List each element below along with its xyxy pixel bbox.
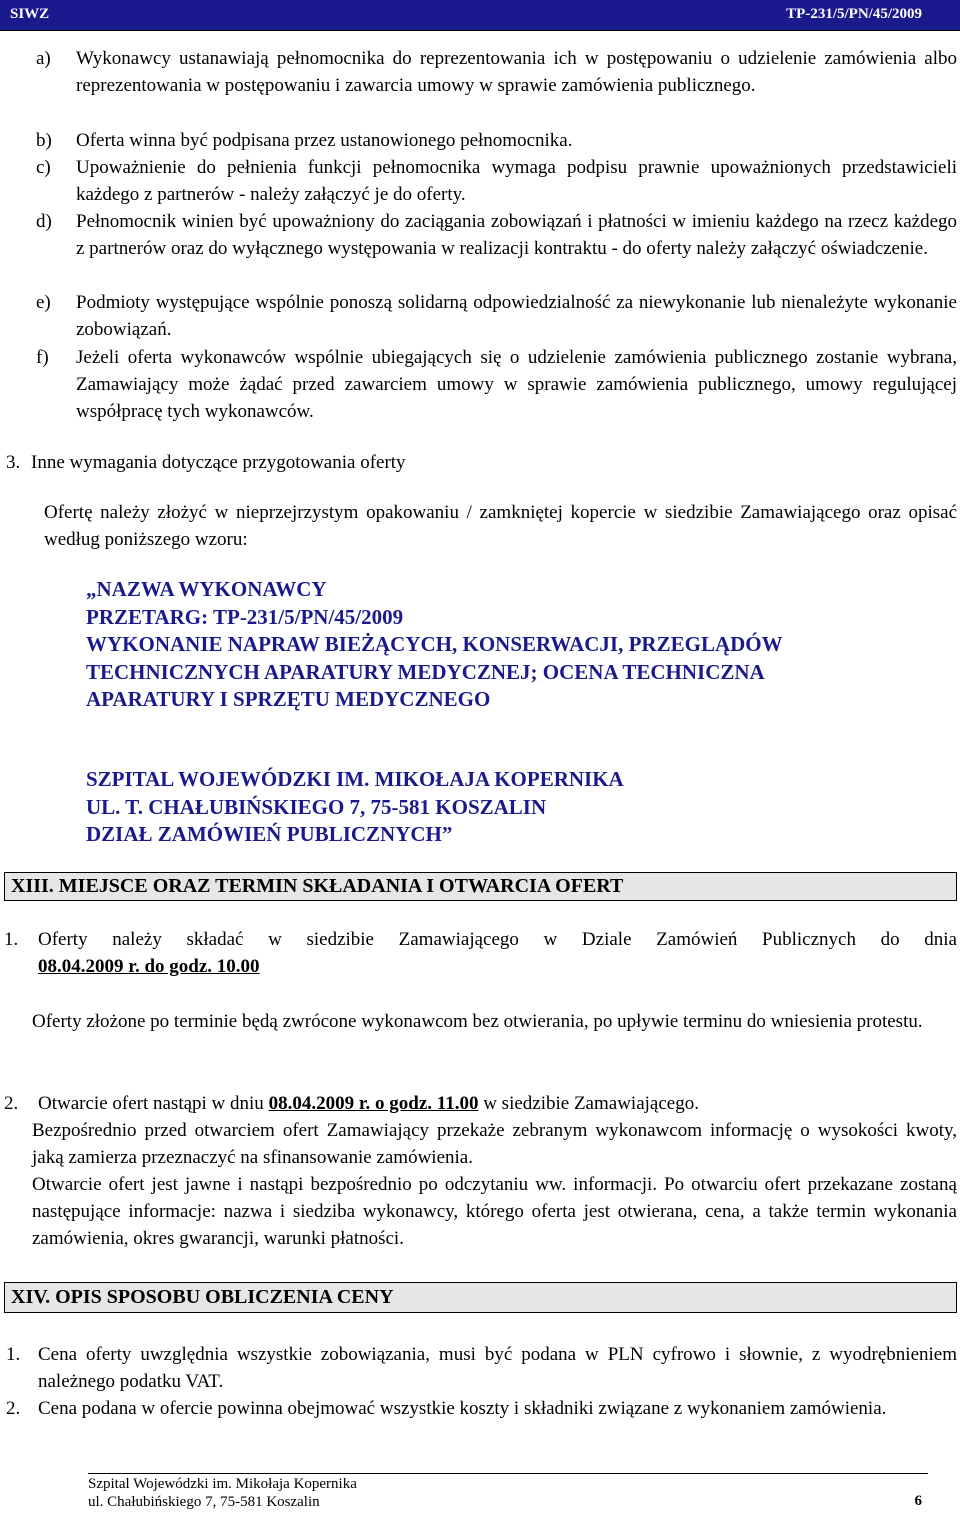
list-item-b (36, 127, 957, 154)
point-3-heading (6, 449, 406, 476)
envelope-intro: Ofertę należy złożyć w nieprzejrzystym opakowaniu / zamkniętej kopercie w siedzibie Zamawiającego oraz opisać według poniższego wzoru: (44, 502, 957, 550)
late-offers-note: Oferty złożone po terminie będą zwrócone wykonawcom bez otwierania, po upływie terminu do wniesienia protestu. (32, 1011, 923, 1032)
point-3-title: Inne wymagania dotyczące przygotowania oferty (31, 452, 406, 473)
point-number: 1. (4, 929, 19, 950)
point-text: Cena oferty uwzględnia wszystkie zobowiązania, musi być podana w PLN cyfrowo i słownie, z wyodrębnieniem należnego podatku VAT. (38, 1344, 957, 1392)
list-item-text: Podmioty występujące wspólnie ponoszą solidarną odpowiedzialność za niewykonanie lub nienależyte wykonanie zobowiązań. (76, 292, 957, 340)
page-number: 6 (914, 1493, 922, 1509)
opening-text-after: w siedzibie Zamawiającego. (478, 1093, 699, 1114)
opening-info-2: Otwarcie ofert jest jawne i nastąpi bezpośrednio po odczytaniu ww. informacji. Po otwarciu ofert przekazane zostaną następujące informacje: nazwa i siedziba wykonawcy, którego oferta jest otwierana, cena, a także termin wykonania zamówienia, okres gwarancji, warunki płatności. (32, 1174, 957, 1249)
envelope-label-block (86, 576, 783, 714)
header-doc-type: SIWZ (10, 6, 50, 22)
list-item-label: f) (36, 347, 49, 368)
header-reference: TP-231/5/PN/45/2009 (786, 6, 922, 22)
list-item-text: Jeżeli oferta wykonawców wspólnie ubiegających się o udzielenie zamówienia publicznego zostanie wybrana, Zamawiający może żądać przed zawarciem umowy w sprawie zamówienia publicznego, umowy regulującej współpracę tych wykonawców. (76, 347, 957, 422)
footer-institution: Szpital Wojewódzki im. Mikołaja Kopernika (88, 1476, 357, 1492)
submission-deadline: 08.04.2009 r. do godz. 10.00 (38, 956, 260, 977)
list-item-text: Upoważnienie do pełnienia funkcji pełnomocnika wymaga podpisu prawnie upoważnionych przedstawicieli każdego z partnerów - należy załączyć je do oferty. (76, 157, 957, 205)
section-14-item-2 (6, 1395, 957, 1449)
point-number: 2. (6, 1398, 21, 1419)
envelope-line: PRZETARG: TP-231/5/PN/45/2009 (86, 604, 404, 629)
list-item-f (36, 344, 957, 425)
point-text: Cena podana w ofercie powinna obejmować wszystkie koszty i składniki związane z wykonaniem zamówienia. (38, 1398, 887, 1419)
document-header (0, 0, 960, 30)
point-number: 1. (6, 1344, 21, 1365)
list-item-label: e) (36, 292, 51, 313)
envelope-line: „NAZWA WYKONAWCY (86, 577, 327, 601)
list-item-d (36, 208, 957, 289)
envelope-line: APARATURY I SPRZĘTU MEDYCZNEGO (86, 687, 491, 711)
list-item-label: b) (36, 130, 52, 151)
section-13-heading: XIII. MIEJSCE ORAZ TERMIN SKŁADANIA I OTWARCIA OFERT (4, 872, 957, 901)
point-3-number: 3. (6, 452, 21, 473)
point-1-text: Oferty należy składać w siedzibie Zamawiającego w Dziale Zamówień Publicznych do dnia (38, 929, 957, 950)
opening-text-before: Otwarcie ofert nastąpi w dniu (38, 1093, 269, 1114)
footer-divider (88, 1473, 928, 1474)
point-number: 2. (4, 1093, 19, 1114)
envelope-line: SZPITAL WOJEWÓDZKI IM. MIKOŁAJA KOPERNIKA (86, 767, 624, 791)
footer-address: ul. Chałubińskiego 7, 75-581 Koszalin (88, 1494, 320, 1510)
list-item-text: Pełnomocnik winien być upoważniony do zaciągania zobowiązań i płatności w imieniu każdego na rzecz każdego z partnerów oraz do wyłącznego występowania w realizacji kontraktu - do oferty należy załączyć oświadczenie. (76, 211, 957, 259)
list-item-text: Wykonawcy ustanawiają pełnomocnika do reprezentowania ich w postępowaniu o udzielenie zamówienia albo reprezentowania w postępowaniu i zawarcia umowy w sprawie zamówienia publicznego. (76, 48, 957, 96)
opening-info-1: Bezpośrednio przed otwarciem ofert Zamawiający przekaże zebranym wykonawcom informację o wysokości kwoty, jaką zamierza przeznaczyć na sfinansowanie zamówienia. (32, 1120, 957, 1168)
list-item-label: a) (36, 48, 51, 69)
list-item-label: d) (36, 211, 52, 232)
envelope-address-block (86, 766, 624, 849)
envelope-line: DZIAŁ ZAMÓWIEŃ PUBLICZNYCH” (86, 822, 453, 846)
envelope-line: WYKONANIE NAPRAW BIEŻĄCYCH, KONSERWACJI, PRZEGLĄDÓW (86, 632, 783, 656)
list-item-e (36, 289, 957, 343)
envelope-line: UL. T. CHAŁUBIŃSKIEGO 7, 75-581 KOSZALIN (86, 794, 547, 819)
envelope-line: TECHNICZNYCH APARATURY MEDYCZNEJ; OCENA TECHNICZNA (86, 659, 765, 684)
section-14-heading: XIV. OPIS SPOSOBU OBLICZENIA CENY (4, 1282, 957, 1313)
section-14-item-1 (6, 1341, 957, 1395)
opening-date: 08.04.2009 r. o godz. 11.00 (268, 1093, 479, 1114)
section-13-point-1 (4, 926, 957, 980)
list-item-a (36, 45, 957, 126)
list-item-label: c) (36, 157, 51, 178)
list-item-c (36, 154, 957, 208)
header-divider (0, 30, 960, 31)
list-item-text: Oferta winna być podpisana przez ustanowionego pełnomocnika. (76, 130, 573, 151)
section-13-point-2 (4, 1090, 957, 1117)
